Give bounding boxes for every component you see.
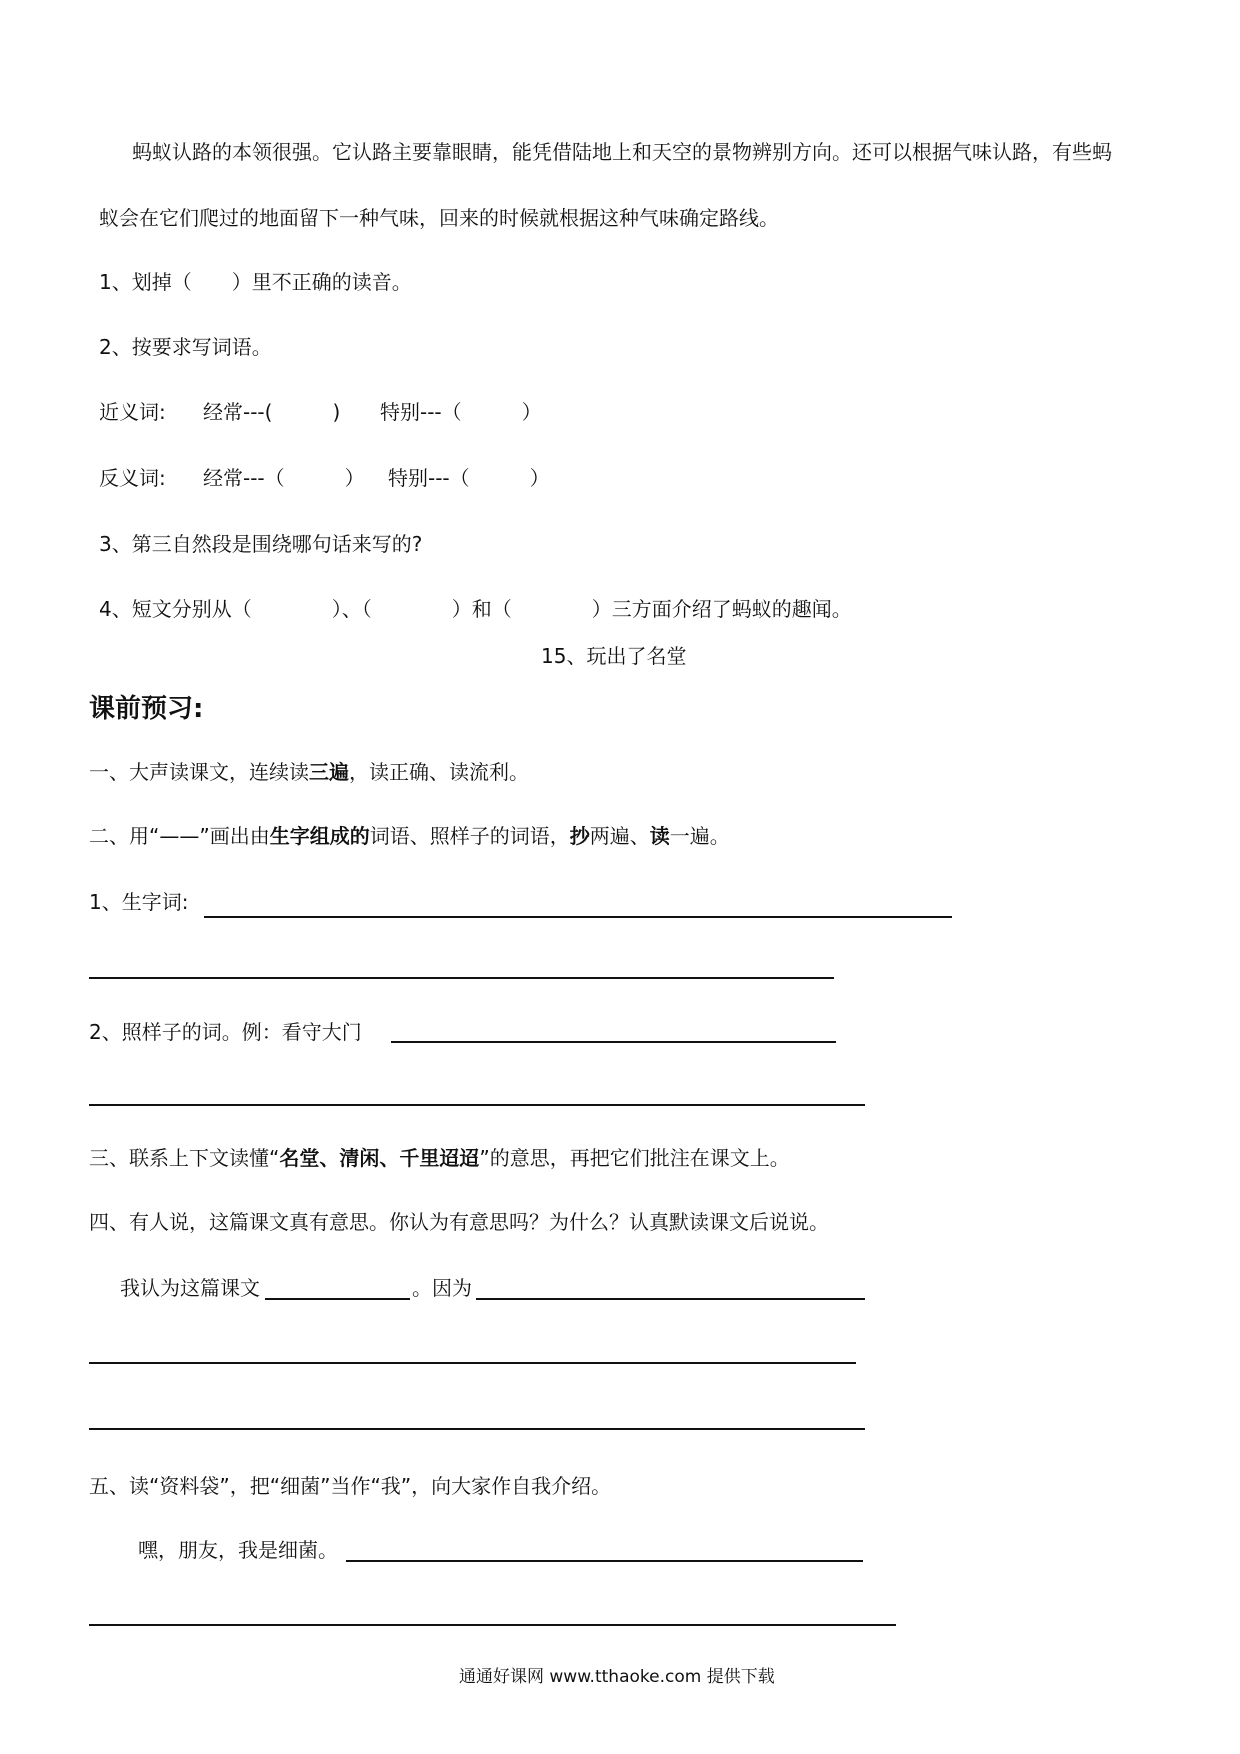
preview-item-3-c: ”的意思，再把它们批注在课文上。 <box>479 1146 790 1170</box>
item-4-fill-b: 。因为 <box>412 1276 472 1300</box>
preview-item-3-b: 名堂、清闲、千里迢迢 <box>279 1146 480 1170</box>
preview-item-2-c: 词语、照样子的词语， <box>369 824 570 848</box>
item-4-blank-2[interactable] <box>476 1298 865 1300</box>
item-4-fill-a: 我认为这篇课文 <box>120 1276 260 1300</box>
new-words-line-2[interactable] <box>89 977 834 979</box>
synonym-label: 近义词: <box>99 400 166 424</box>
example-words-line-1[interactable] <box>391 1041 836 1043</box>
preview-item-3 <box>89 1144 790 1172</box>
preview-item-2-f: 读 <box>649 824 670 848</box>
item-5-line-2[interactable] <box>89 1624 896 1626</box>
preview-item-3-a: 三、联系上下文读懂“ <box>89 1146 280 1170</box>
preview-heading: 课前预习: <box>89 694 204 724</box>
question-1: 1、划掉（ ）里不正确的读音。 <box>99 270 412 294</box>
synonym-item-2: 特别---（ ） <box>380 400 542 424</box>
passage-line-2: 蚁会在它们爬过的地面留下一种气味，回来的时候就根据这种气味确定路线。 <box>99 206 779 230</box>
preview-item-2-g: 一遍。 <box>669 824 730 848</box>
preview-item-4: 四、有人说，这篇课文真有意思。你认为有意思吗？为什么？认真默读课文后说说。 <box>89 1210 829 1234</box>
example-words-line-2[interactable] <box>89 1104 865 1106</box>
antonym-item-2: 特别---（ ） <box>388 466 550 490</box>
synonym-item-1: 经常---( ) <box>203 400 341 424</box>
item-4-line-1[interactable] <box>89 1362 856 1364</box>
item-4-blank-1[interactable] <box>265 1298 410 1300</box>
antonym-item-1: 经常---（ ） <box>203 466 365 490</box>
new-words-line-1[interactable] <box>204 916 952 918</box>
antonym-label: 反义词: <box>99 466 166 490</box>
passage-line-1: 蚂蚁认路的本领很强。它认路主要靠眼睛，能凭借陆地上和天空的景物辨别方向。还可以根据气味认路，有些蚂 <box>132 140 1112 164</box>
preview-item-1 <box>89 758 529 786</box>
item-5-fill: 嘿，朋友，我是细菌。 <box>138 1538 338 1562</box>
preview-item-2-d: 抄 <box>569 824 590 848</box>
question-3: 3、第三自然段是围绕哪句话来写的? <box>99 532 423 556</box>
preview-item-2-b: 生字组成的 <box>269 824 370 848</box>
example-words-label: 2、照样子的词。例：看守大门 <box>89 1020 362 1044</box>
preview-item-5: 五、读“资料袋”，把“细菌”当作“我”，向大家作自我介绍。 <box>89 1474 612 1498</box>
preview-item-2 <box>89 822 730 850</box>
preview-item-1-suffix: ，读正确、读流利。 <box>349 760 529 784</box>
question-4: 4、短文分别从（ ）、（ ）和（ ）三方面介绍了蚂蚁的趣闻。 <box>99 597 852 621</box>
question-2: 2、按要求写词语。 <box>99 335 272 359</box>
item-4-line-2[interactable] <box>89 1428 865 1430</box>
preview-item-1-prefix: 一、大声读课文，连续读 <box>89 760 309 784</box>
item-5-line-1[interactable] <box>346 1560 863 1562</box>
preview-item-2-e: 两遍、 <box>589 824 650 848</box>
preview-item-1-bold: 三遍 <box>309 760 349 784</box>
lesson-title: 15、玩出了名堂 <box>541 644 687 668</box>
new-words-label: 1、生字词: <box>89 890 189 914</box>
footer-text: 通通好课网 www.tthaoke.com 提供下载 <box>459 1667 775 1687</box>
preview-item-2-a: 二、用“——”画出由 <box>89 824 270 848</box>
